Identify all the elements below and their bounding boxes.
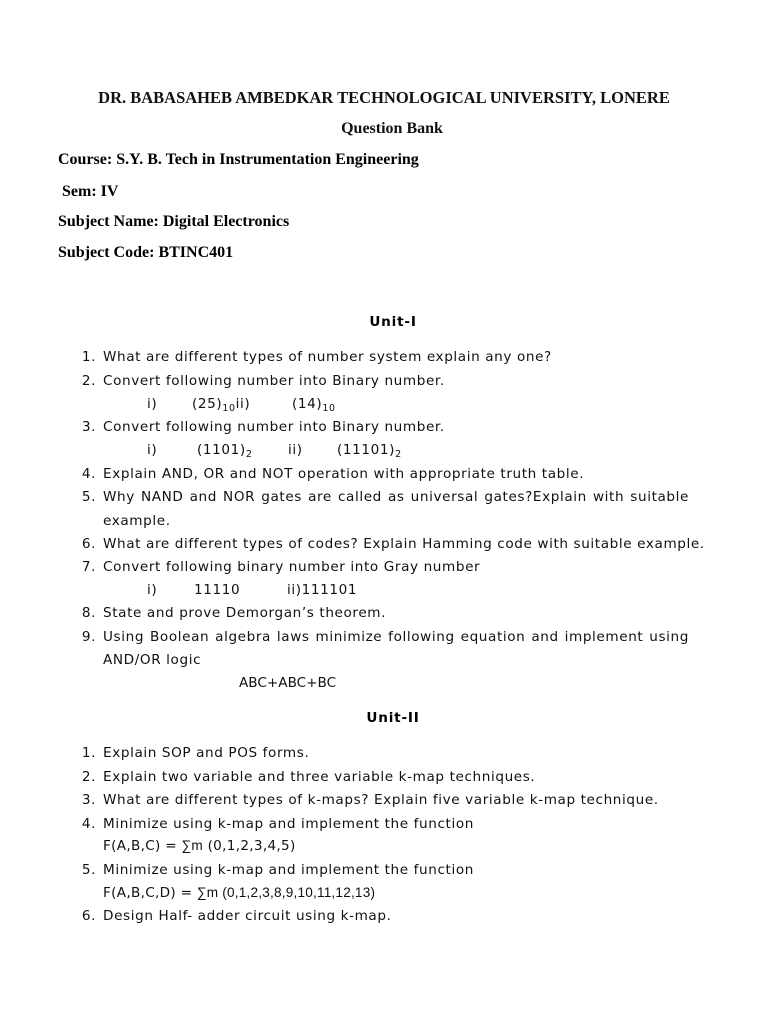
unit-2-heading: Unit-II bbox=[366, 710, 420, 726]
minterm-list: (0,1,2,3,4,5) bbox=[202, 838, 296, 854]
sub-question-i-value: 11110 bbox=[194, 582, 241, 598]
sub-question-i bbox=[147, 396, 157, 412]
sub-question-ii: ii)111101 bbox=[287, 582, 358, 598]
sub-question-values bbox=[192, 396, 250, 414]
unit-1-heading: Unit-I bbox=[369, 314, 417, 330]
question-text: Why NAND and NOR gates are called as universal gates?Explain with suitable bbox=[103, 489, 689, 505]
sub-question-i bbox=[147, 442, 157, 458]
question-text: Convert following number into Binary number. bbox=[103, 373, 445, 389]
question-number: 5. bbox=[81, 489, 96, 505]
function-expression bbox=[103, 838, 296, 854]
question-number: 1. bbox=[81, 745, 96, 761]
question-text-continued: AND/OR logic bbox=[103, 652, 202, 668]
question-text: Convert following binary number into Gray number bbox=[103, 559, 481, 575]
question-number: 3. bbox=[81, 792, 96, 808]
base-subscript: 10 bbox=[222, 403, 236, 414]
sub-label: ii) bbox=[288, 442, 303, 458]
sub-question-ii-value bbox=[337, 442, 402, 460]
question-number: 3. bbox=[81, 419, 96, 435]
sub-question-ii bbox=[288, 442, 303, 458]
question-number: 6. bbox=[81, 908, 96, 924]
subject-name-line: Subject Name: Digital Electronics bbox=[58, 213, 290, 230]
question-text-continued: example. bbox=[103, 513, 171, 529]
semester-line: Sem: IV bbox=[62, 183, 119, 200]
question-number: 1. bbox=[81, 349, 96, 365]
document-title: Question Bank bbox=[341, 120, 443, 137]
value: (14) bbox=[292, 396, 323, 412]
question-number: 2. bbox=[81, 373, 96, 389]
question-text: Minimize using k-map and implement the function bbox=[103, 862, 474, 878]
boolean-equation: ABC+ABC+BC bbox=[239, 675, 337, 691]
minterm-list: ∑m (0,1,2,3,8,9,10,11,12,13) bbox=[196, 885, 376, 900]
sub-question-i-value bbox=[197, 442, 252, 460]
question-text: What are different types of number system explain any one? bbox=[103, 349, 552, 365]
question-number: 2. bbox=[81, 769, 96, 785]
question-number: 4. bbox=[81, 466, 96, 482]
sub-question-ii bbox=[292, 396, 336, 414]
sub-question-i bbox=[147, 582, 157, 598]
question-number: 8. bbox=[81, 605, 96, 621]
value: (1101) bbox=[197, 442, 246, 458]
base-subscript: 2 bbox=[395, 449, 402, 460]
question-number: 9. bbox=[81, 629, 96, 645]
function-prefix: F(A,B,C,D) = bbox=[103, 885, 197, 901]
sub-label: i) bbox=[147, 442, 158, 458]
question-number: 6. bbox=[81, 536, 96, 552]
question-text: Explain two variable and three variable k-map techniques. bbox=[103, 769, 536, 785]
value: (25) bbox=[192, 396, 223, 412]
question-text: Design Half- adder circuit using k-map. bbox=[103, 908, 392, 924]
question-text: State and prove Demorgan’s theorem. bbox=[103, 605, 387, 621]
question-number: 7. bbox=[81, 559, 96, 575]
sub-label: ii) bbox=[235, 396, 251, 412]
base-subscript: 10 bbox=[322, 403, 336, 414]
course-line: Course: S.Y. B. Tech in Instrumentation Engineering bbox=[58, 151, 419, 168]
question-number: 5. bbox=[81, 862, 96, 878]
question-number: 4. bbox=[81, 816, 96, 832]
function-expression bbox=[103, 885, 375, 901]
question-text: Using Boolean algebra laws minimize following equation and implement using bbox=[103, 629, 689, 645]
base-subscript: 2 bbox=[245, 449, 253, 460]
question-text: Minimize using k-map and implement the function bbox=[103, 816, 474, 832]
question-text: Explain SOP and POS forms. bbox=[103, 745, 310, 761]
function-prefix: F(A,B,C) = bbox=[103, 838, 182, 854]
question-text: Explain AND, OR and NOT operation with appropriate truth table. bbox=[103, 466, 585, 482]
sum-of-minterms: ∑m bbox=[181, 838, 203, 853]
question-text: What are different types of k-maps? Explain five variable k-map technique. bbox=[103, 792, 659, 808]
university-name: DR. BABASAHEB AMBEDKAR TECHNOLOGICAL UNIVERSITY, LONERE bbox=[98, 88, 670, 107]
question-text: What are different types of codes? Explain Hamming code with suitable example. bbox=[103, 536, 705, 552]
sub-label: i) bbox=[147, 582, 158, 598]
subject-code-line: Subject Code: BTINC401 bbox=[58, 244, 234, 261]
question-text: Convert following number into Binary number. bbox=[103, 419, 445, 435]
sub-label: i) bbox=[147, 396, 158, 412]
value: (11101) bbox=[337, 442, 396, 458]
